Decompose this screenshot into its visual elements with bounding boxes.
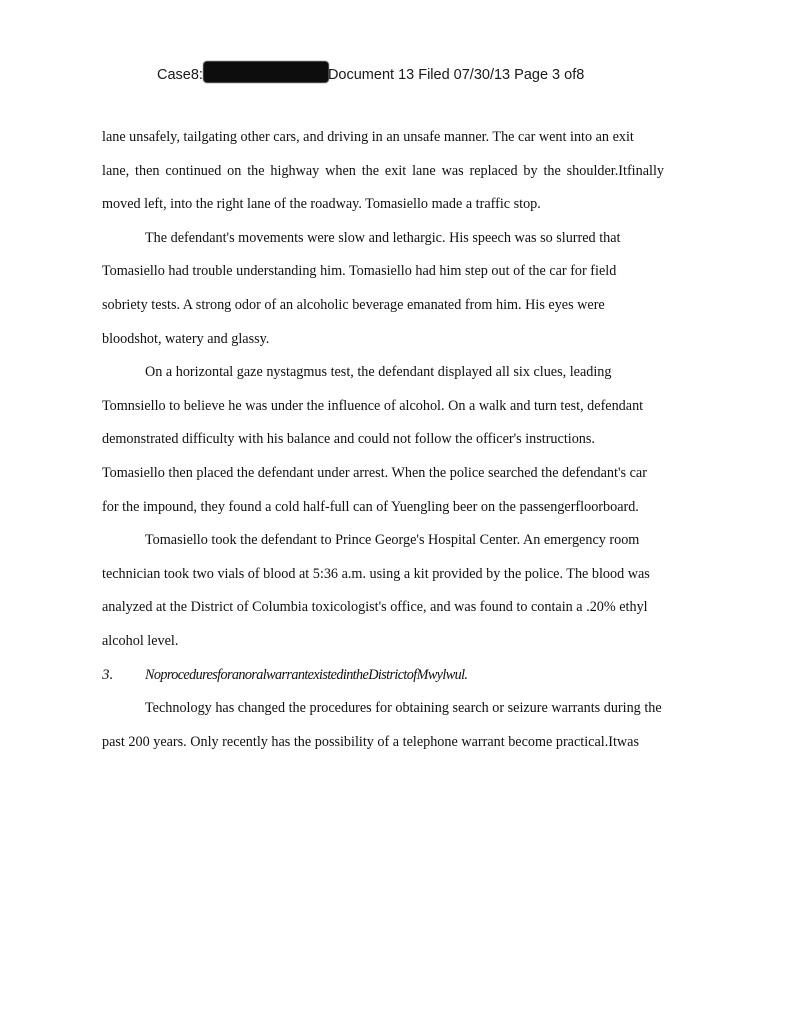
case-number-prefix: Case8: [157,67,203,84]
section-heading [102,659,664,693]
body-line: lane unsafely, tailgating other cars, and driving in an unsafe manner. The car went into an exit [102,129,634,145]
body-line: Tomasiello then placed the defendant under arrest. When the police searched the defendant's car [102,464,647,481]
body-line: past 200 years. Only recently has the possibility of a telephone warrant become practical.Itwas [102,733,639,750]
document-filing-info: Document 13 Filed 07/30/13 Page 3 of8 [327,67,585,84]
body-line: On a horizontal gaze nystagmus test, the defendant displayed all six clues, leading [145,364,612,381]
body-line: bloodshot, watery and glassy. [102,330,270,347]
body-line: moved left, into the right lane of the roadway. Tomasiello made a traffic stop. [102,196,541,213]
body-line: technician took two vials of blood at 5:36 a.m. using a kit provided by the police. The blood was [102,565,650,582]
body-line: demonstrated difficulty with his balance and could not follow the officer's instructions. [102,431,595,448]
body-line: analyzed at the District of Columbia toxicologist's office, and was found to contain a .20% ethyl [102,599,648,616]
body-line: for the impound, they found a cold half-full can of Yuengling beer on the passengerfloorboard. [102,498,639,515]
redaction-block [204,62,328,82]
document-body [102,121,664,759]
body-line: alcohol level. [102,632,179,649]
body-line: sobriety tests. A strong odor of an alcoholic beverage emanated from him. His eyes were [102,296,605,313]
body-line: Technology has changed the procedures for obtaining search or seizure warrants during the [145,700,662,717]
section-number: 3. [102,666,114,683]
body-line: Tomasiello had trouble understanding him. Tomasiello had him step out of the car for field [102,263,617,280]
body-line: The defendant's movements were slow and lethargic. His speech was so slurred that [145,229,621,246]
section-title: NoproceduresforanoralwarrantexistedintheDistrictofMwylwul. [145,666,468,683]
page-header [157,63,657,87]
body-line: Tomnsiello to believe he was under the influence of alcohol. On a walk and turn test, defendant [102,397,644,414]
body-line: lane, then continued on the highway when the exit lane was replaced by the shoulder.Itfinally [102,162,664,179]
body-line: Tomasiello took the defendant to Prince George's Hospital Center. An emergency room [145,532,640,549]
